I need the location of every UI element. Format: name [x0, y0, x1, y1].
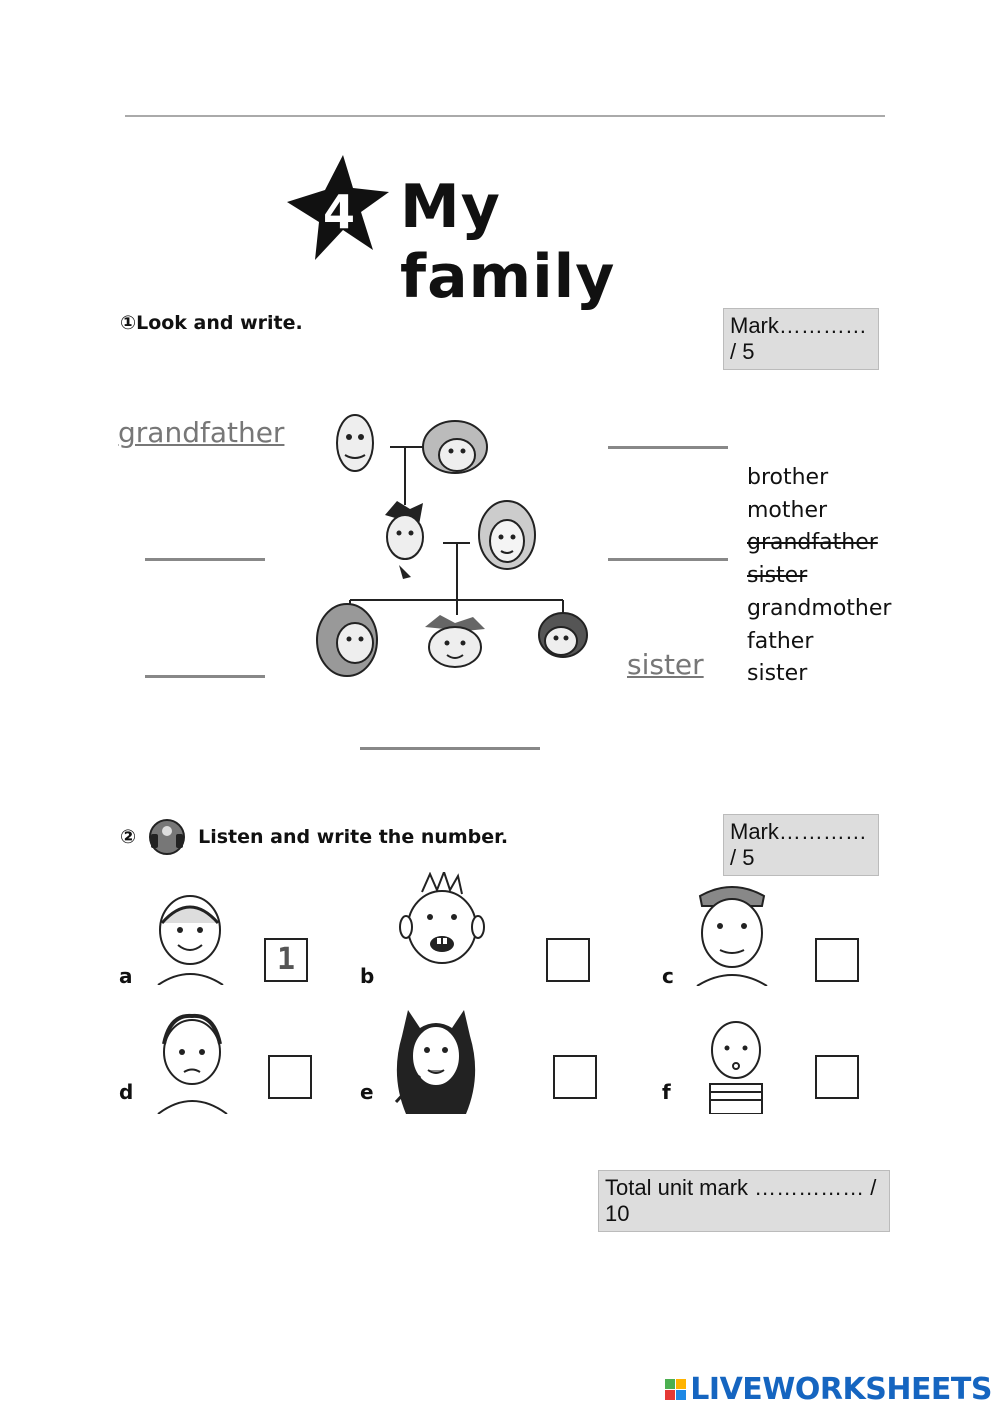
girl-face-icon	[148, 885, 233, 985]
exercise2-marker: ②	[120, 826, 137, 848]
headphones-icon	[146, 818, 188, 856]
answer-sister: sister	[627, 648, 704, 681]
total-mark-box: Total unit mark …………… / 10	[598, 1170, 890, 1232]
item-letter: c	[662, 964, 674, 988]
item-letter: e	[360, 1080, 374, 1104]
title-text: My family	[400, 172, 616, 312]
blank-mother[interactable]	[608, 558, 728, 561]
exercise1-marker: ①	[120, 312, 137, 334]
father-face-icon	[385, 501, 423, 579]
blank-sister[interactable]	[145, 675, 265, 678]
word-bank-item: mother	[747, 497, 828, 523]
exercise1-mark-box: Mark………… / 5	[723, 308, 879, 370]
word-bank-item-used: sister	[747, 563, 808, 589]
word-bank	[747, 462, 891, 691]
top-rule	[125, 115, 885, 117]
item-letter: d	[119, 1080, 134, 1104]
grandfather-face-icon	[337, 415, 373, 471]
mother-face-icon	[479, 501, 535, 569]
sister-face-icon	[317, 604, 377, 676]
woman-face-icon	[386, 1006, 486, 1118]
word-bank-item: brother	[747, 465, 829, 490]
monster-face-icon	[392, 872, 492, 987]
word-bank-item: sister	[747, 661, 808, 687]
exercise2-instruction	[120, 818, 508, 856]
liveworksheets-logo[interactable]	[665, 1372, 992, 1407]
boy-face-icon	[150, 1004, 235, 1114]
answer-grandfather: grandfather	[118, 416, 285, 449]
logo-text: LIVEWORKSHEETS	[690, 1372, 992, 1407]
word-bank-item: father	[747, 628, 814, 654]
exercise2-mark-box: Mark………… / 5	[723, 814, 879, 876]
answer-box[interactable]: 1	[264, 938, 308, 982]
unit-number: 4	[322, 185, 356, 239]
brother-face-icon	[425, 615, 485, 667]
exercise1-instruction	[120, 312, 303, 334]
grandpa-face-icon	[682, 878, 782, 986]
blank-brother[interactable]	[360, 747, 540, 750]
item-letter: f	[662, 1080, 671, 1104]
answer-box[interactable]	[268, 1055, 312, 1099]
sister2-face-icon	[539, 613, 587, 657]
exercise2-text: Listen and write the number.	[198, 826, 509, 848]
baby-face-icon	[696, 1012, 776, 1114]
answer-box[interactable]	[815, 1055, 859, 1099]
family-tree	[315, 405, 600, 690]
page-title	[285, 150, 735, 312]
item-letter: b	[360, 964, 375, 988]
grandmother-face-icon	[423, 421, 487, 473]
blank-grandmother[interactable]	[608, 446, 728, 449]
item-letter: a	[119, 964, 133, 988]
logo-squares-icon	[665, 1379, 686, 1400]
answer-box[interactable]	[546, 938, 590, 982]
word-bank-item-used: grandfather	[747, 530, 878, 556]
exercise1-text: Look and write.	[136, 312, 303, 334]
word-bank-item: grandmother	[747, 595, 892, 621]
star-badge-icon	[285, 150, 395, 265]
answer-box[interactable]	[553, 1055, 597, 1099]
blank-father[interactable]	[145, 558, 265, 561]
answer-box[interactable]	[815, 938, 859, 982]
